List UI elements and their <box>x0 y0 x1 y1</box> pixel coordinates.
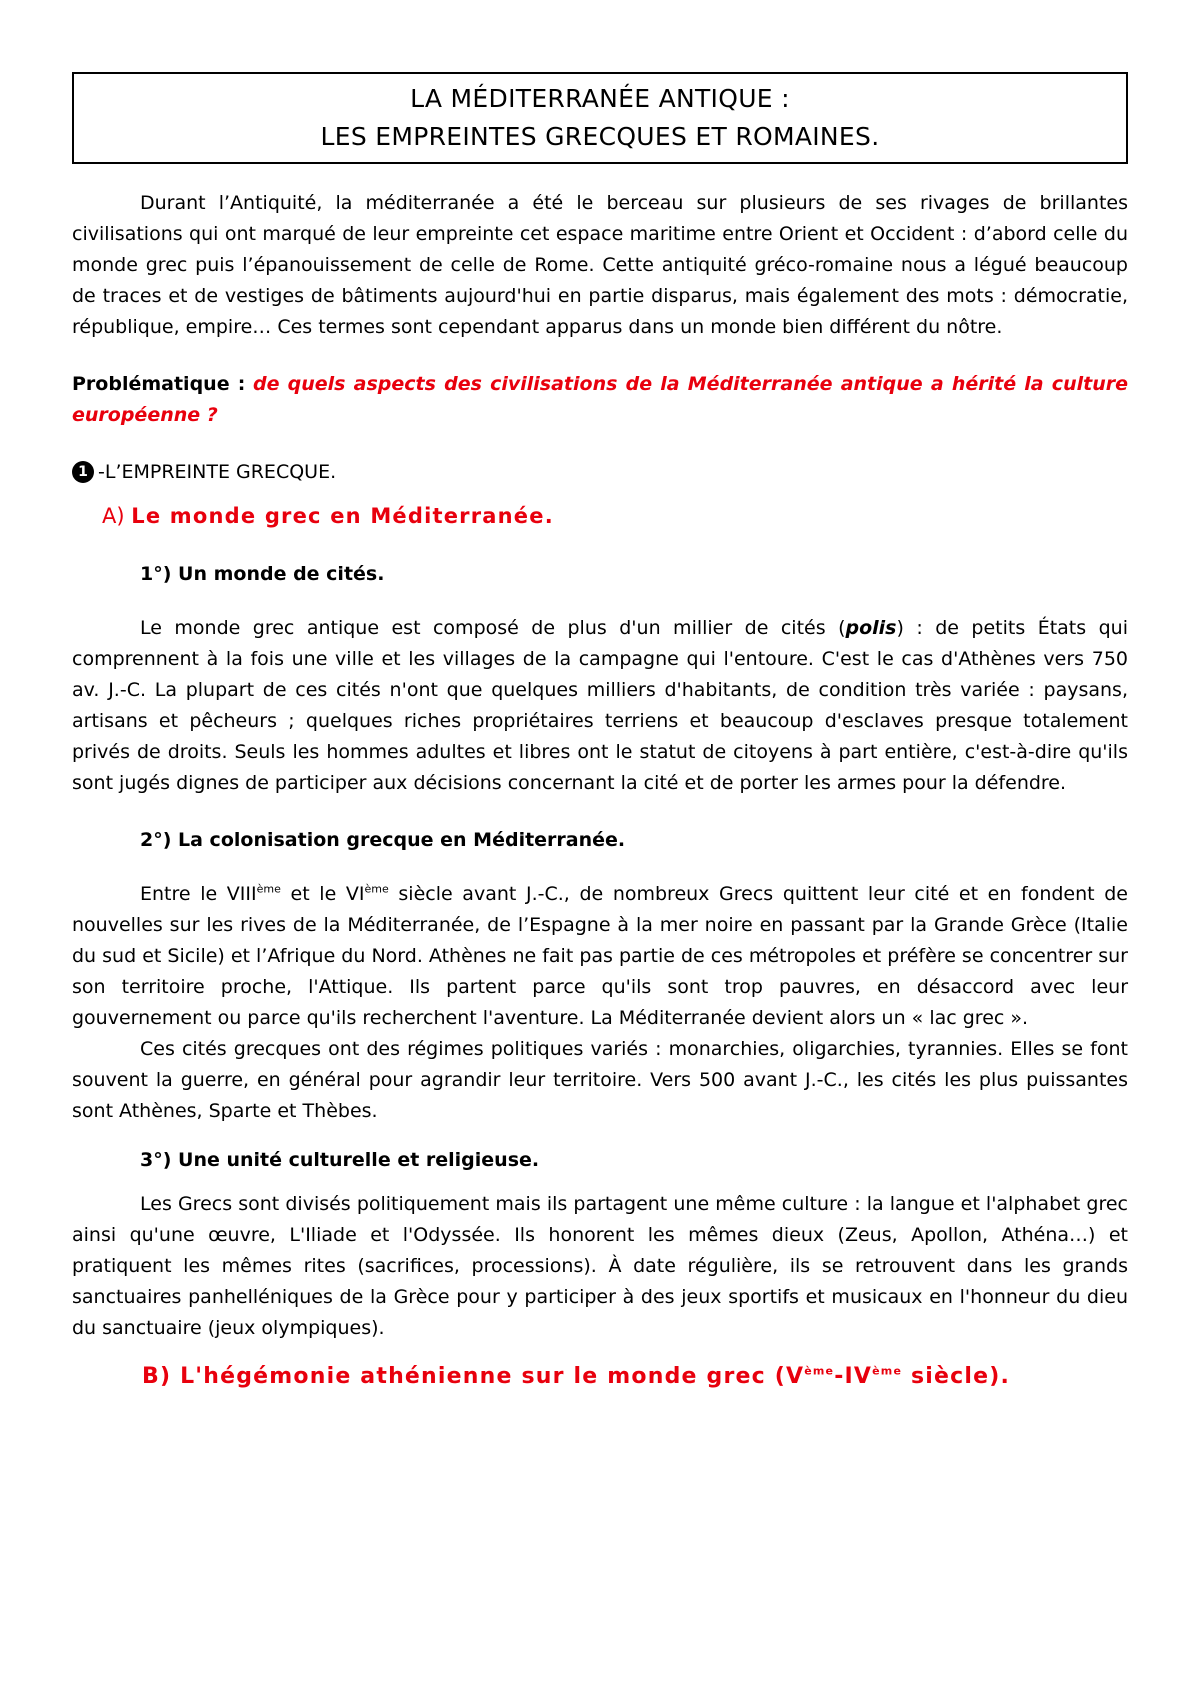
section-b-text-b: -IV <box>834 1364 873 1389</box>
sub-1-text-after: ) : de petits États qui comprennent à la fois une ville et les villages de la campagne qui l'entoure. C'est le cas d'Athènes vers 750 av. J.-C. La plupart de ces cités n'ont que quelques milliers d'habitants, de condition très variée : paysans, artisans et pêcheurs ; quelques riches propriétaires terriens et beaucoup d'esclaves presque totalement privés de droits. Seuls les hommes adultes et libres ont le statut de citoyens à part entière, c'est-à-dire qu'ils sont jugés dignes de participer aux décisions concernant la cité et de porter les armes pour la défendre. <box>72 617 1128 794</box>
title-line-1: LA MÉDITERRANÉE ANTIQUE : <box>410 84 790 113</box>
number-badge-icon: 1 <box>72 461 94 483</box>
section-a-heading <box>102 499 1128 533</box>
polis-term: polis <box>845 617 897 639</box>
sub-1-text-before: Le monde grec antique est composé de plus d'un millier de cités ( <box>140 617 846 639</box>
section-b-text-a: B) L'hégémonie athénienne sur le monde grec (V <box>142 1364 805 1389</box>
sub-1-paragraph <box>72 613 1128 799</box>
superscript: ème <box>804 1364 835 1378</box>
title-box <box>72 72 1128 164</box>
sub-2-text-b: et le VI <box>280 883 365 905</box>
title-line-2: LES EMPREINTES GRECQUES ET ROMAINES. <box>320 122 880 151</box>
sub-2-heading: 2°) La colonisation grecque en Méditerranée. <box>140 829 626 851</box>
superscript: ème <box>872 1364 903 1378</box>
problematique-label: Problématique : <box>72 373 246 395</box>
section-a-title: Le monde grec en Méditerranée. <box>131 504 554 528</box>
intro-paragraph: Durant l’Antiquité, la méditerranée a été le berceau sur plusieurs de ses rivages de brillantes civilisations qui ont marqué de leur empreinte cet espace maritime entre Orient et Occident : d’abord celle du monde grec puis l’épanouissement de celle de Rome. Cette antiquité gréco-romaine nous a légué beaucoup de traces et de vestiges de bâtiments aujourd'hui en partie disparus, mais également des mots : démocratie, république, empire… Ces termes sont cependant apparus dans un monde bien différent du nôtre. <box>72 192 1128 338</box>
problematique-question: de quels aspects des civilisations de la Méditerranée antique a hérité la culture européenne ? <box>72 373 1128 426</box>
superscript: ème <box>256 882 281 896</box>
section-a-letter: A) <box>102 504 125 528</box>
sub-2-text-a: Entre le VIII <box>140 883 257 905</box>
problematique <box>72 369 1128 431</box>
sub-1-heading: 1°) Un monde de cités. <box>140 563 385 585</box>
part-1-title: -L’EMPREINTE GRECQUE. <box>98 461 337 483</box>
sub-3-heading: 3°) Une unité culturelle et religieuse. <box>140 1149 540 1171</box>
part-1-heading <box>72 457 1128 487</box>
sub-2-paragraph-2: Ces cités grecques ont des régimes politiques variés : monarchies, oligarchies, tyrannies. Elles se font souvent la guerre, en général pour agrandir leur territoire. Vers 500 avant J.-C., les cités les plus puissantes sont Athènes, Sparte et Thèbes. <box>72 1038 1128 1122</box>
sub-3-paragraph: Les Grecs sont divisés politiquement mais ils partagent une même culture : la langue et l'alphabet grec ainsi qu'une œuvre, L'Iliade et l'Odyssée. Ils honorent les mêmes dieux (Zeus, Apollon, Athéna…) et pratiquent les mêmes rites (sacrifices, processions). À date régulière, ils se retrouvent dans les grands sanctuaires panhelléniques de la Grèce pour y participer à des jeux sportifs et musicaux en l'honneur du dieu du sanctuaire (jeux olympiques). <box>72 1193 1128 1339</box>
section-b-heading <box>142 1360 1128 1394</box>
document-page <box>72 72 1128 1394</box>
sub-2-paragraph-1 <box>72 879 1128 1034</box>
section-b-text-c: siècle). <box>902 1364 1011 1389</box>
superscript: ème <box>364 882 389 896</box>
sub-2-text-c: siècle avant J.-C., de nombreux Grecs quittent leur cité et en fondent de nouvelles sur les rives de la Méditerranée, de l’Espagne à la mer noire en passant par la Grande Grèce (Italie du sud et Sicile) et l’Afrique du Nord. Athènes ne fait pas partie de ces métropoles et préfère se concentrer sur son territoire proche, l'Attique. Ils partent parce qu'ils sont trop pauvres, en désaccord avec leur gouvernement ou parce qu'ils recherchent l'aventure. La Méditerranée devient alors un « lac grec ». <box>72 883 1128 1029</box>
